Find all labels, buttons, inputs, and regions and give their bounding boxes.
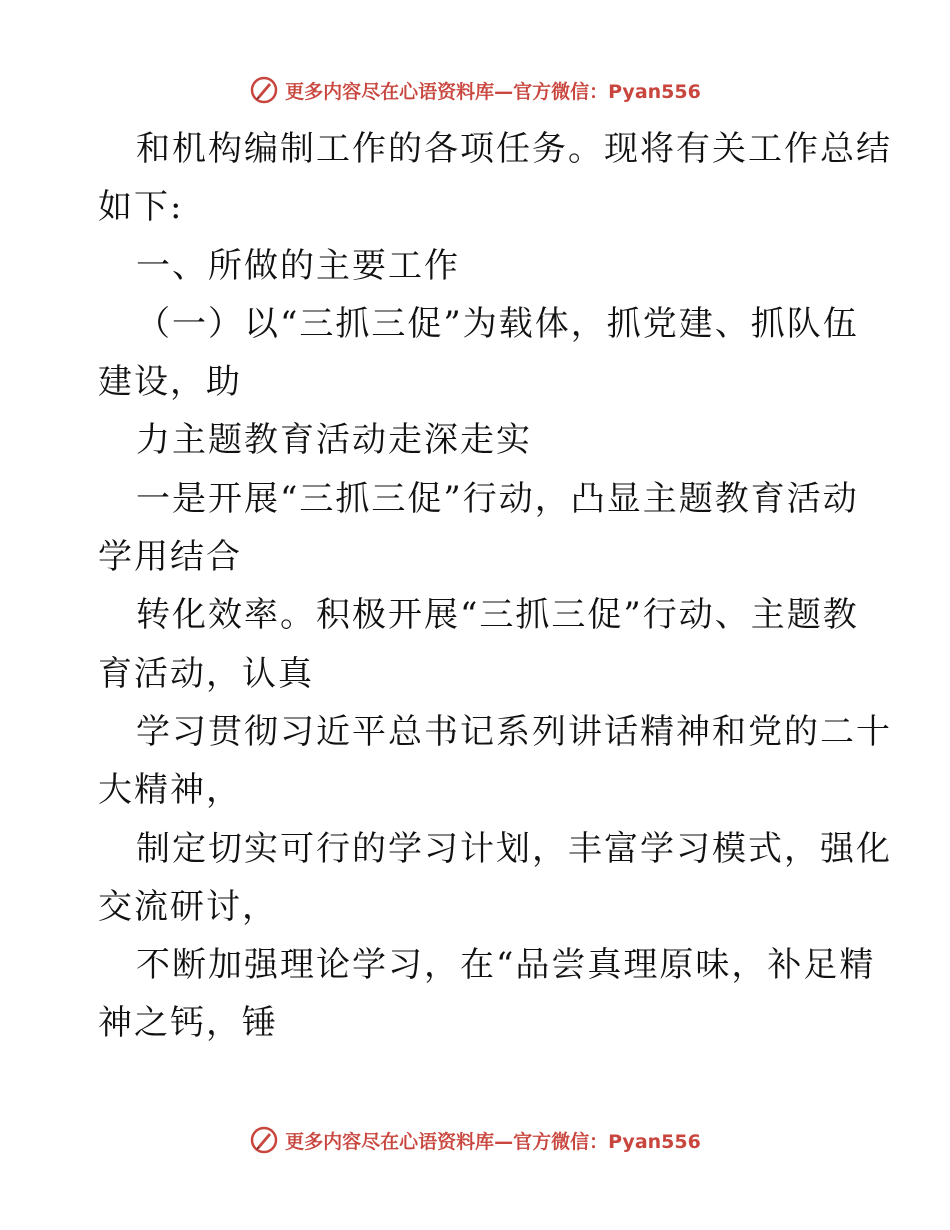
footer-banner-text: 更多内容尽在心语资料库—官方微信：Pyan556	[285, 1130, 701, 1153]
body-line: 学用结合	[98, 537, 242, 578]
body-line: 转化效率。积极开展“三抓三促”行动、主题教	[136, 595, 859, 636]
body-line: 如下:	[98, 187, 184, 228]
quill-pen-icon	[249, 75, 279, 105]
footer-banner	[0, 1120, 950, 1160]
body-line: 育活动，认真	[98, 653, 314, 694]
body-line: 不断加强理论学习，在“品尝真理原味，补足精	[136, 945, 876, 986]
body-line: 力主题教育活动走深走实	[136, 420, 532, 461]
body-line: 大精神，	[98, 770, 242, 811]
section-heading: 一、所做的主要工作	[136, 245, 460, 286]
body-line: 神之钙，锤	[98, 1003, 278, 1044]
header-banner	[0, 70, 950, 110]
header-banner-text: 更多内容尽在心语资料库—官方微信：Pyan556	[285, 80, 701, 103]
body-line: 建设，助	[98, 362, 242, 403]
body-line: 学习贯彻习近平总书记系列讲话精神和党的二十	[136, 711, 892, 752]
body-line: 和机构编制工作的各项任务。现将有关工作总结	[136, 129, 892, 169]
document-body	[98, 120, 892, 1053]
body-line: 制定切实可行的学习计划，丰富学习模式，强化	[136, 828, 892, 869]
body-line: 一是开展“三抓三促”行动，凸显主题教育活动	[136, 478, 859, 519]
subsection-heading: （一）以“三抓三促”为载体，抓党建、抓队伍	[136, 303, 859, 344]
body-line: 交流研讨，	[98, 886, 278, 927]
quill-pen-icon	[249, 1125, 279, 1155]
